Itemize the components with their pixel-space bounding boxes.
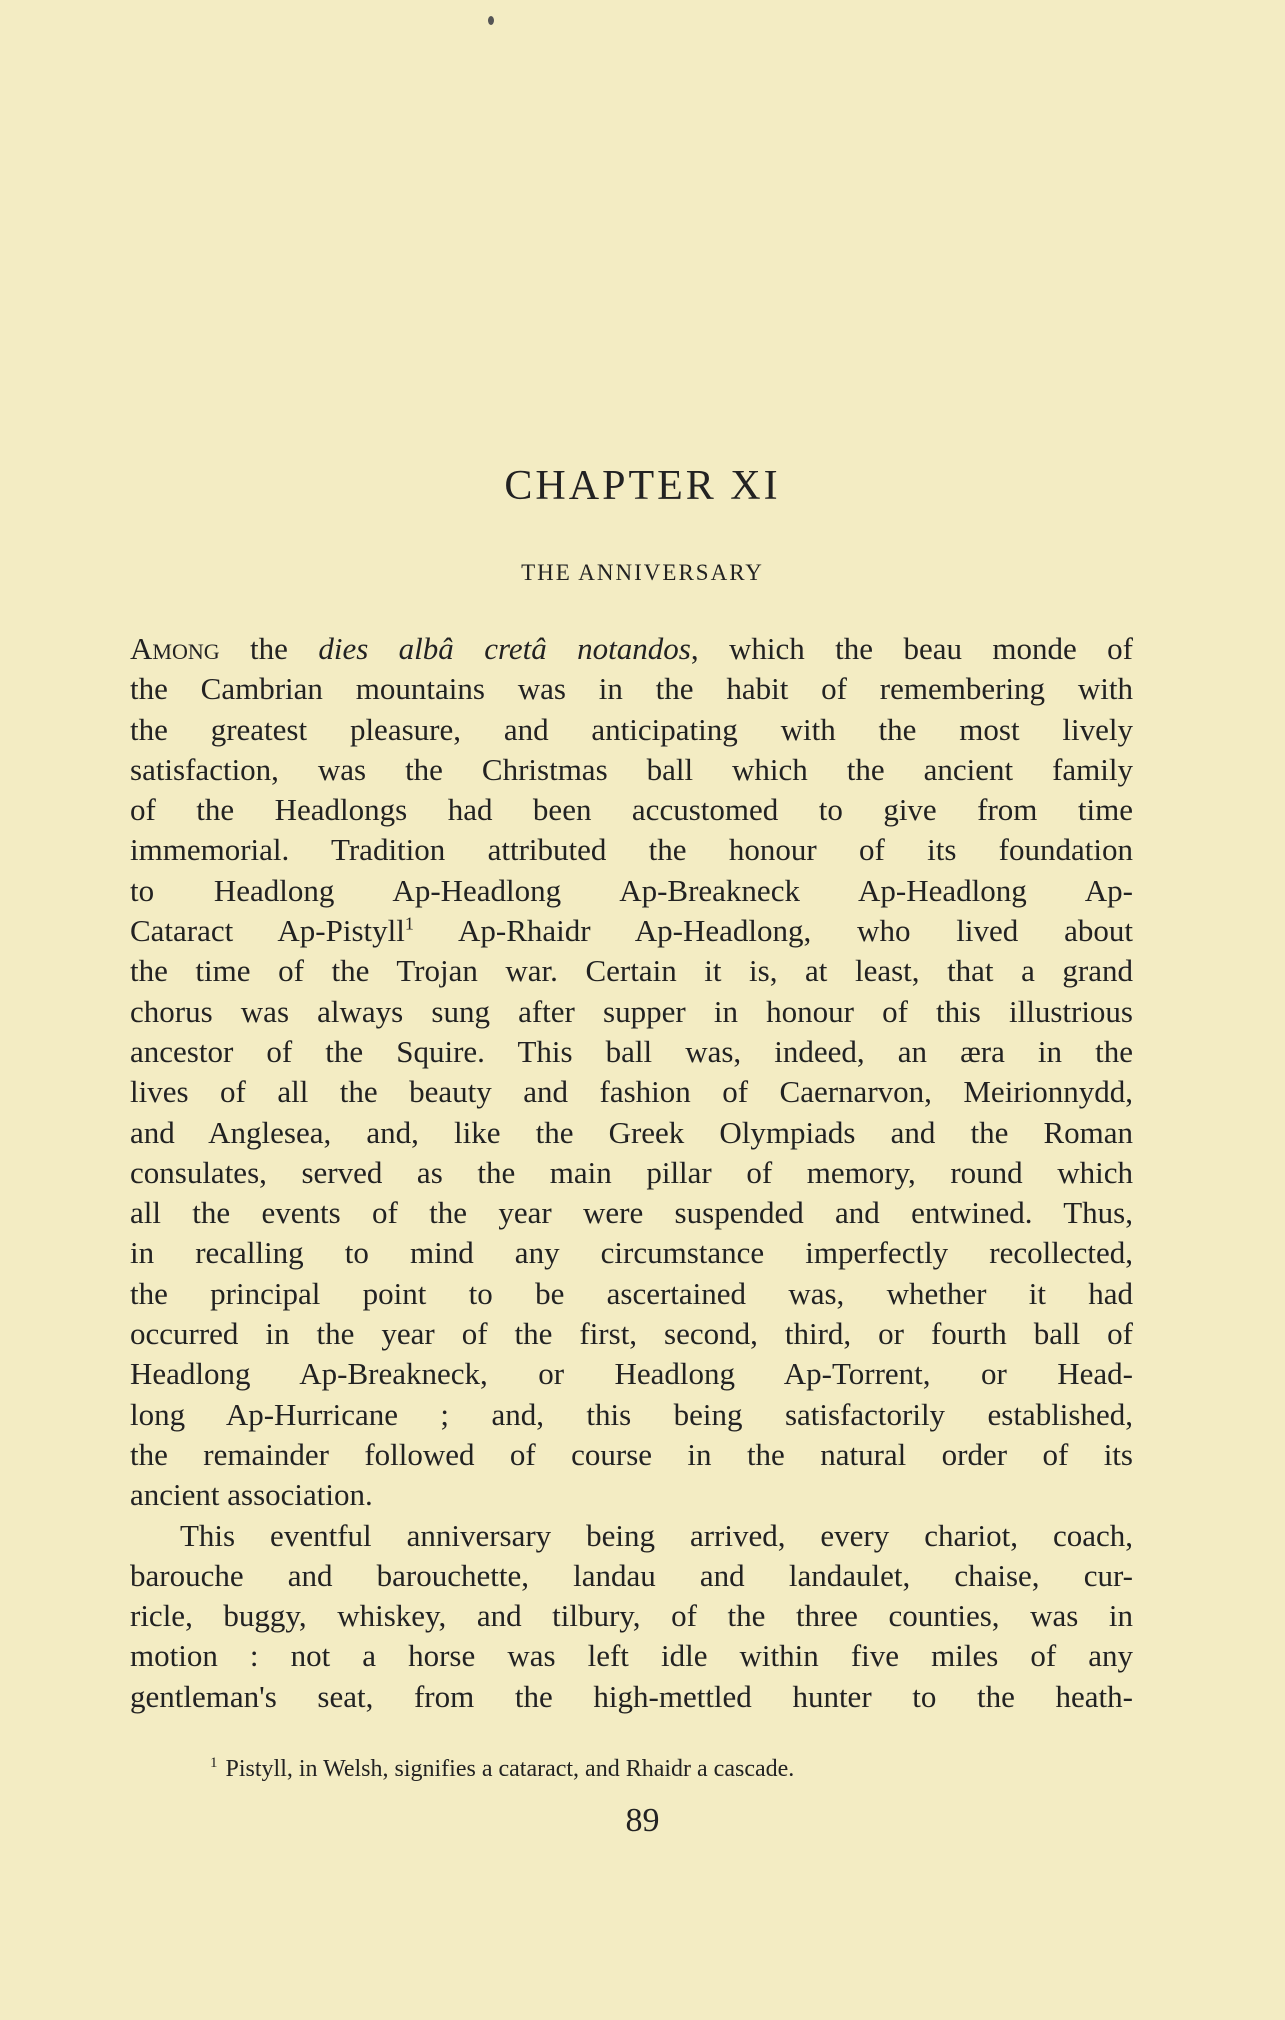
- paragraph-end-line: ancient association.: [130, 1477, 373, 1513]
- chapter-title: CHAPTER XI: [504, 463, 781, 509]
- footnote: [210, 1756, 794, 1783]
- footnote-text: Pistyll, in Welsh, signifies a cataract, and Rhaidr a cascade.: [225, 1756, 795, 1782]
- chapter-subtitle: THE ANNIVERSARY: [521, 560, 764, 585]
- text-line: [130, 911, 1133, 951]
- text-line: to Headlong Ap-Headlong Ap-Breakneck Ap-Headlong Ap-: [130, 872, 1133, 908]
- text-line: Headlong Ap-Breakneck, or Headlong Ap-Torrent, or Head-: [130, 1356, 1133, 1392]
- page-number: 89: [625, 1802, 660, 1839]
- footnote-number: 1: [210, 1755, 218, 1771]
- ink-speck: [488, 16, 494, 25]
- text-line: lives of all the beauty and fashion of Caernarvon, Meirionnydd,: [130, 1074, 1133, 1110]
- text-line: immemorial. Tradition attributed the honour of its foundation: [130, 832, 1133, 868]
- footnote-marker[interactable]: 1: [404, 913, 414, 934]
- text-line: the Cambrian mountains was in the habit of remembering with: [130, 671, 1133, 707]
- opening-connector: the: [219, 631, 319, 666]
- text-line: long Ap-Hurricane ; and, this being satisfactorily established,: [130, 1396, 1133, 1432]
- text-line: gentleman's seat, from the high-mettled hunter to the heath-: [130, 1678, 1133, 1714]
- text-line: chorus was always sung after supper in honour of this illustrious: [130, 993, 1133, 1029]
- opening-rest: , which the beau monde of: [690, 631, 1133, 666]
- text-line: of the Headlongs had been accustomed to give from time: [130, 792, 1133, 828]
- text-line: all the events of the year were suspended and entwined. Thus,: [130, 1195, 1133, 1231]
- text-line: ancestor of the Squire. This ball was, indeed, an æra in the: [130, 1033, 1133, 1069]
- text-line: occurred in the year of the first, second, third, or fourth ball of: [130, 1316, 1133, 1352]
- text-line: and Anglesea, and, like the Greek Olympiads and the Roman: [130, 1114, 1133, 1150]
- text-line: motion : not a horse was left idle within five miles of any: [130, 1638, 1133, 1674]
- latin-phrase: dies albâ cretâ notandos: [318, 631, 691, 666]
- text-line: ricle, buggy, whiskey, and tilbury, of the three counties, was in: [130, 1598, 1133, 1634]
- line-segment: Cataract Ap-Pistyll: [130, 913, 405, 949]
- text-line: the remainder followed of course in the natural order of its: [130, 1436, 1133, 1472]
- text-line: This eventful anniversary being arrived, every chariot, coach,: [180, 1517, 1133, 1553]
- body-text: [130, 629, 1133, 1717]
- text-line: consulates, served as the main pillar of memory, round which: [130, 1154, 1133, 1190]
- text-line: barouche and barouchette, landau and landaulet, chaise, cur-: [130, 1557, 1133, 1593]
- text-line: the time of the Trojan war. Certain it is, at least, that a grand: [130, 953, 1133, 989]
- text-line: satisfaction, was the Christmas ball which the ancient family: [130, 751, 1133, 787]
- line-segment: Ap-Rhaidr Ap-Headlong, who lived about: [413, 913, 1133, 949]
- text-line: the greatest pleasure, and anticipating with the most lively: [130, 711, 1133, 747]
- opening-word: Among: [130, 631, 220, 666]
- text-line: [130, 629, 1133, 669]
- text-line: the principal point to be ascertained was, whether it had: [130, 1275, 1133, 1311]
- text-line: in recalling to mind any circumstance imperfectly recollected,: [130, 1235, 1133, 1271]
